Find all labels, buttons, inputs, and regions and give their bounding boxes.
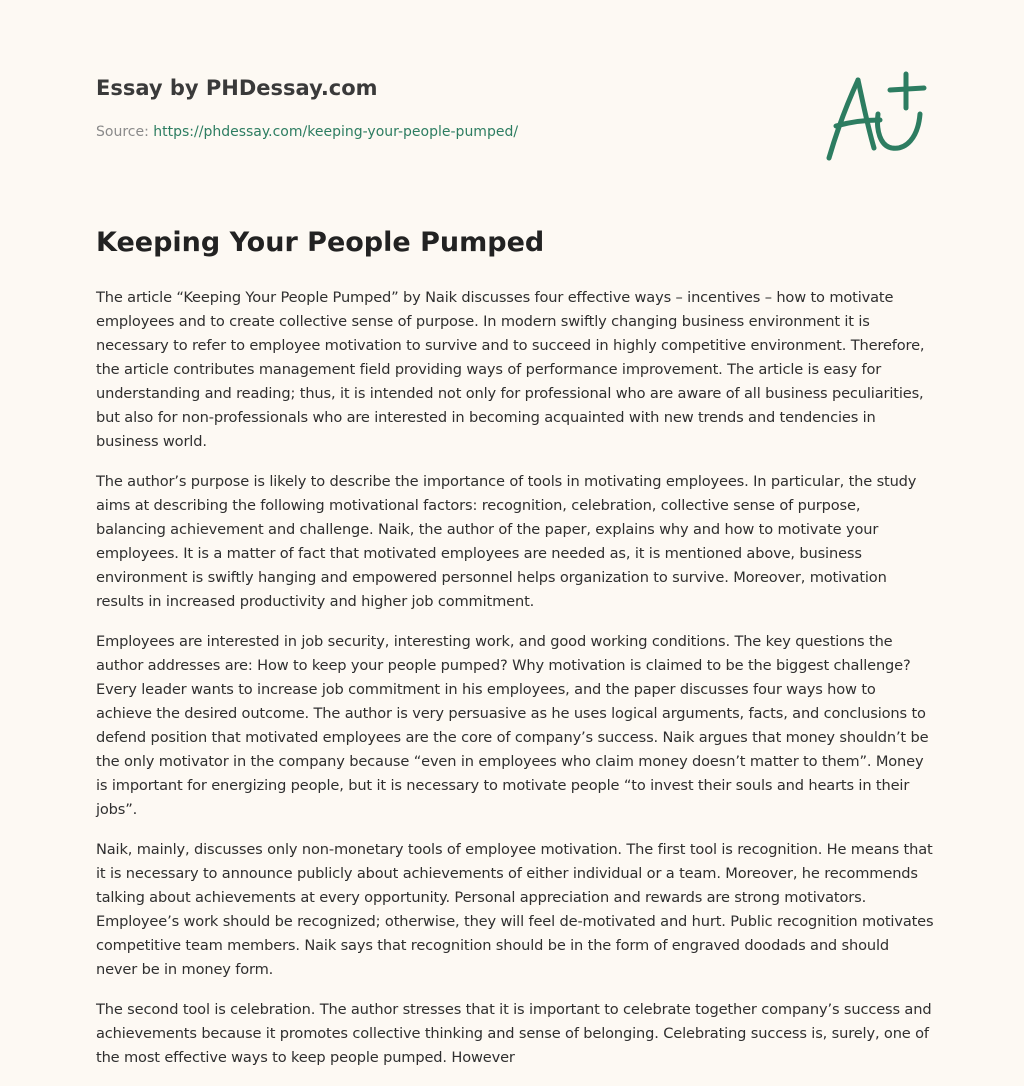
essay-title: Keeping Your People Pumped xyxy=(96,227,545,258)
source-line xyxy=(96,124,518,140)
essay-paragraph: Naik, mainly, discusses only non-monetary tools of employee motivation. The first tool is recognition. He means that it is necessary to announce publicly about achievements of either individual or a team. Moreover, he recommends talking about achievements at every opportunity. Personal appreciation and rewards are strong motivators. Employee’s work should be recognized; otherwise, they will feel de-motivated and hurt. Public recognition motivates competitive team members. Naik says that recognition should be in the form of engraved doodads and should never be in money form. xyxy=(96,841,934,978)
essay-paragraph: The article “Keeping Your People Pumped” by Naik discusses four effective ways – incentives – how to motivate employees and to create collective sense of purpose. In modern swiftly changing business environment it is necessary to refer to employee motivation to survive and to succeed in highly competitive environment. Therefore, the article contributes management field providing ways of performance improvement. The article is easy for understanding and reading; thus, it is intended not only for professional who are aware of all business peculiarities, but also for non-professionals who are interested in becoming acquainted with new trends and tendencies in business world. xyxy=(96,289,925,450)
essay-paragraph: Employees are interested in job security, interesting work, and good working conditions. The key questions the author addresses are: How to keep your people pumped? Why motivation is claimed to be the biggest challenge? Every leader wants to increase job commitment in his employees, and the paper discusses four ways how to achieve the desired outcome. The author is very persuasive as he uses logical arguments, facts, and conclusions to defend position that motivated employees are the core of company’s success. Naik argues that money shouldn’t be the only motivator in the company because “even in employees who claim money doesn’t matter to them”. Money is important for energizing people, but it is necessary to motivate people “to invest their souls and hearts in their jobs”. xyxy=(96,633,929,818)
a-plus-logo-icon xyxy=(822,68,928,166)
essay-body xyxy=(96,286,934,1086)
source-link[interactable]: https://phdessay.com/keeping-your-people-pumped/ xyxy=(153,124,519,140)
essay-paragraph: The author’s purpose is likely to describe the importance of tools in motivating employees. In particular, the study aims at describing the following motivational factors: recognition, celebration, collective sense of purpose, balancing achievement and challenge. Naik, the author of the paper, explains why and how to motivate your employees. It is a matter of fact that motivated employees are needed as, it is mentioned above, business environment is swiftly hanging and empowered personnel helps organization to survive. Moreover, motivation results in increased productivity and higher job commitment. xyxy=(96,473,917,610)
essay-paragraph: The second tool is celebration. The author stresses that it is important to celebrate together company’s success and achievements because it promotes collective thinking and sense of belonging. Celebrating success is, surely, one of the most effective ways to keep people pumped. However xyxy=(96,1001,932,1066)
site-title: Essay by PHDessay.com xyxy=(96,76,378,100)
source-label: Source: xyxy=(96,124,149,140)
